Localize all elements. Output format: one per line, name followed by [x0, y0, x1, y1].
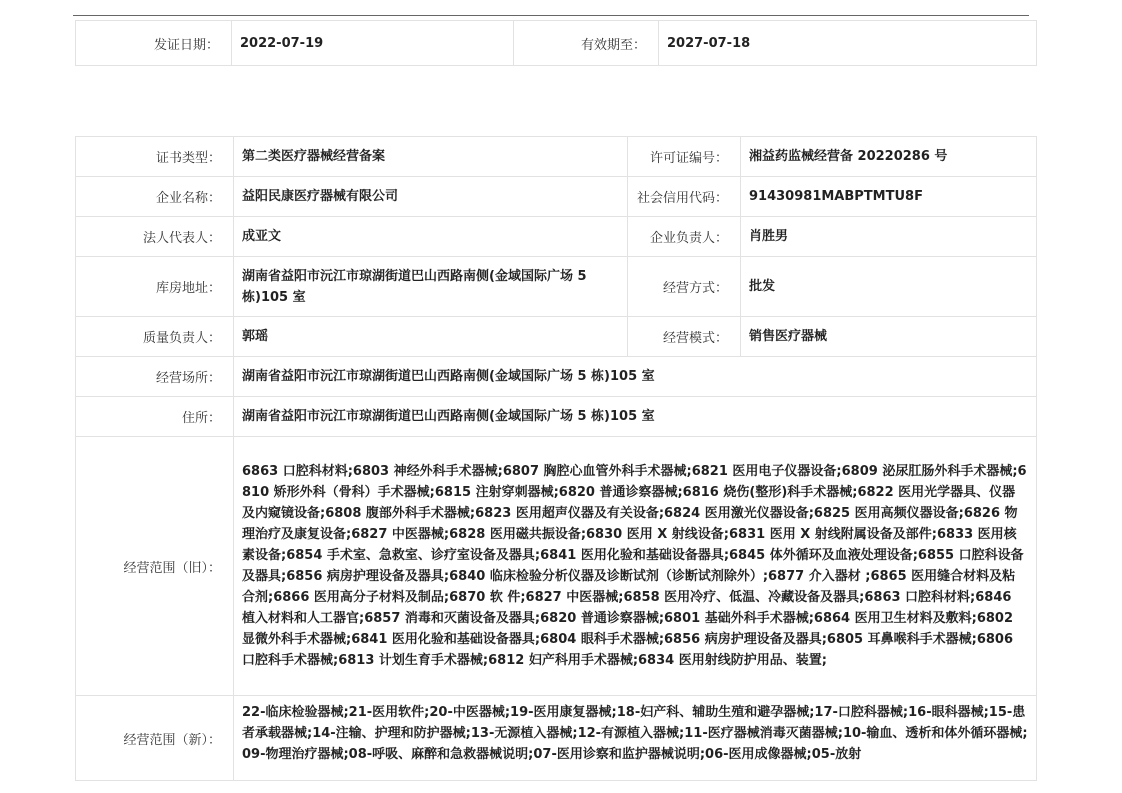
scope-old-value: 6863 口腔科材料;6803 神经外科手术器械;6807 胸腔心血管外科手术器械;6821 医用电子仪器设备;6809 泌尿肛肠外科手术器械;6810 矫形外科（骨科）手术器械;6815 注射穿刺器械;6820 普通诊察器械;6816 烧伤(整形)科手术器械;6822 医用光学器具、仪器及内窥镜设备;6808 腹部外科手术器械;6823 医用超声仪器及有关设备;6824 医用激光仪器设备;6825 医用高频仪器设备;6826 物理治疗及康复设备;6827 中医器械;6828 医用磁共振设备;6830 医用 X 射线设备;6831 医用 X 射线附属设备及部件;6833 医用核素设备;6854 手术室、急救室、诊疗室设备及器具;6841 医用化验和基础设备器具;6845 体外循环及血液处理设备;6855 口腔科设备及器具;6856 病房护理设备及器具;6840 临床检验分析仪器及诊断试剂（诊断试剂除外）;6877 介入器材 ;6865 医用缝合材料及粘合剂;6866 医用高分子材料及制品;6870 软 件;6827 中医器械;6858 医用冷疗、低温、冷藏设备及器具;6863 口腔科材料;6846 植入材料和人工器官;6857 消毒和灭菌设备及器具;6820 普通诊察器械;6801 基础外科手术器械;6864 医用卫生材料及敷料;6802 显微外科手术器械;6841 医用化验和基础设备器具;6804 眼科手术器械;6856 病房护理设备及器具;6805 耳鼻喉科手术器械;6806 口腔科手术器械;6813 计划生育手术器械;6812 妇产科用手术器械;6834 医用射线防护用品、装置;: [234, 437, 1037, 696]
business-mode-value: 批发: [741, 257, 1037, 317]
expiry-date-label: 有效期至：: [514, 21, 659, 66]
issue-date-value: 2022-07-19: [232, 21, 514, 66]
scope-new-label: 经营范围（新）：: [76, 696, 234, 781]
expiry-date-value: 2027-07-18: [659, 21, 1037, 66]
warehouse-label: 库房地址：: [76, 257, 234, 317]
scope-new-value: 22-临床检验器械;21-医用软件;20-中医器械;19-医用康复器械;18-妇产科、辅助生殖和避孕器械;17-口腔科器械;16-眼科器械;15-患者承载器械;14-注输、护理和防护器械;13-无源植入器械;12-有源植入器械;11-医疗器械消毒灭菌器械;10-输血、透析和体外循环器械;09-物理治疗器械;08-呼吸、麻醉和急救器械说明;07-医用诊察和监护器械说明;06-医用成像器械;05-放射: [242, 705, 1028, 762]
company-label: 企业名称：: [76, 177, 234, 217]
validity-table: [75, 20, 1037, 66]
quality-label: 质量负责人：: [76, 317, 234, 357]
validity-row: [76, 21, 1037, 66]
row-company: [76, 177, 1037, 217]
residence-label: 住所：: [76, 397, 234, 437]
warehouse-value: 湖南省益阳市沅江市琼湖街道巴山西路南侧(金域国际广场 5 栋)105 室: [234, 257, 628, 317]
credit-code-value: 91430981MABPTMTU8F: [741, 177, 1037, 217]
license-no-value: 湘益药监械经营备 20220286 号: [741, 137, 1037, 177]
legal-rep-value: 成亚文: [234, 217, 628, 257]
scope-old-label: 经营范围（旧）：: [76, 437, 234, 696]
business-model-label: 经营模式：: [628, 317, 741, 357]
top-divider: [73, 15, 1029, 16]
legal-rep-label: 法人代表人：: [76, 217, 234, 257]
license-no-label: 许可证编号：: [628, 137, 741, 177]
row-scope-old: [76, 437, 1037, 696]
row-residence: [76, 397, 1037, 437]
cert-type-label: 证书类型：: [76, 137, 234, 177]
issue-date-label: 发证日期：: [76, 21, 232, 66]
business-model-value: 销售医疗器械: [741, 317, 1037, 357]
row-cert-type: [76, 137, 1037, 177]
row-premises: [76, 357, 1037, 397]
row-warehouse: [76, 257, 1037, 317]
premises-value: 湖南省益阳市沅江市琼湖街道巴山西路南侧(金域国际广场 5 栋)105 室: [234, 357, 1037, 397]
quality-value: 郭瑶: [234, 317, 628, 357]
credit-code-label: 社会信用代码：: [628, 177, 741, 217]
principal-value: 肖胜男: [741, 217, 1037, 257]
row-scope-new: [76, 696, 1037, 781]
residence-value: 湖南省益阳市沅江市琼湖街道巴山西路南侧(金域国际广场 5 栋)105 室: [234, 397, 1037, 437]
principal-label: 企业负责人：: [628, 217, 741, 257]
row-quality: [76, 317, 1037, 357]
cert-type-value: 第二类医疗器械经营备案: [234, 137, 628, 177]
premises-label: 经营场所：: [76, 357, 234, 397]
business-mode-label: 经营方式：: [628, 257, 741, 317]
scope-new-cell: [234, 696, 1037, 781]
row-legal-rep: [76, 217, 1037, 257]
company-value: 益阳民康医疗器械有限公司: [234, 177, 628, 217]
certificate-info-table: [75, 136, 1037, 781]
